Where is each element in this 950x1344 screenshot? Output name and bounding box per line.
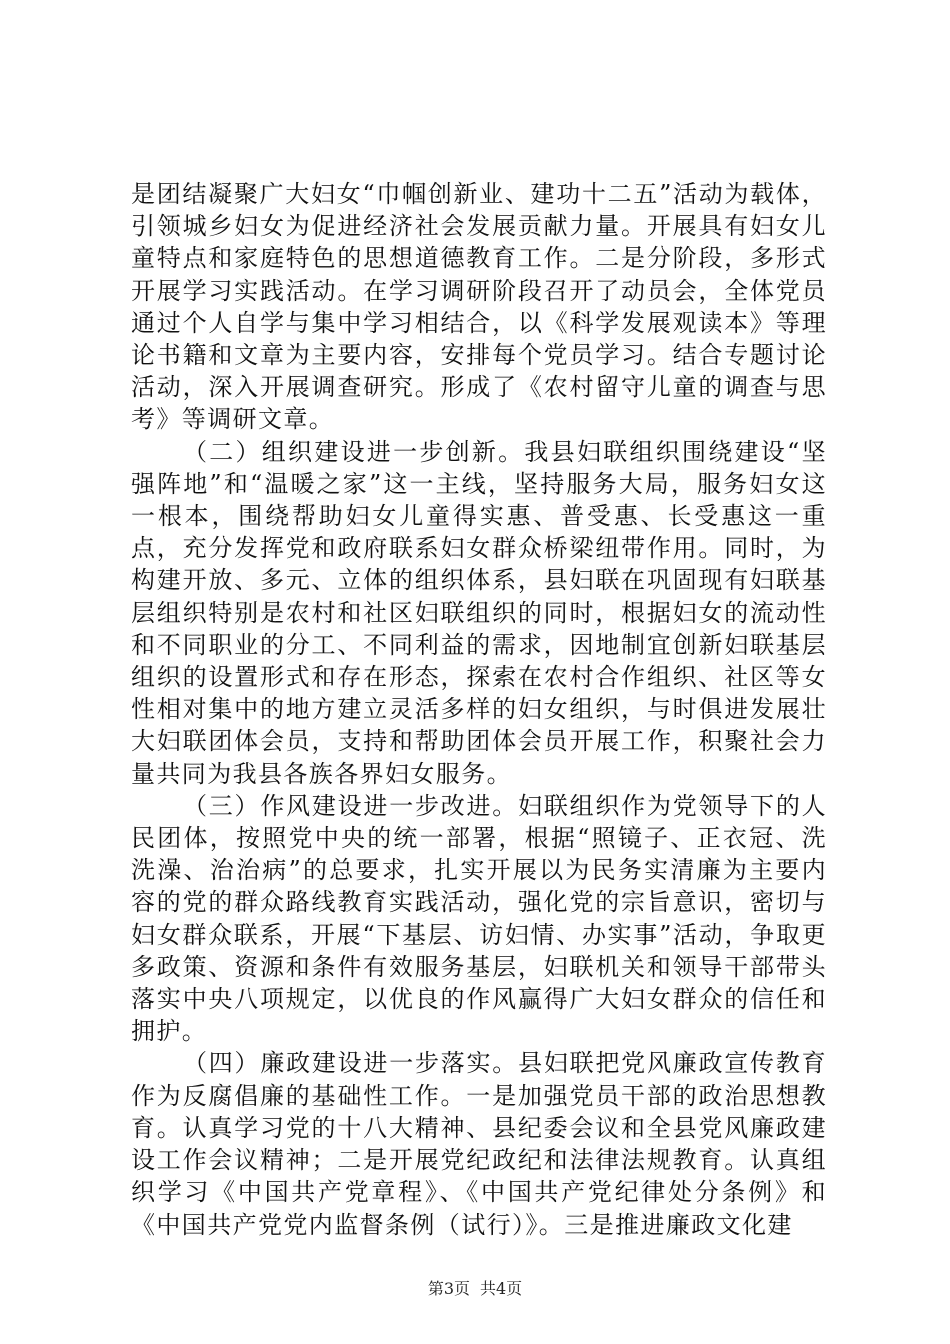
document-body (131, 178, 827, 1241)
paragraph-integrity-building: （四）廉政建设进一步落实。县妇联把党风廉政宣传教育作为反腐倡廉的基础性工作。一是加强党员干部的政治思想教育。认真学习党的十八大精神、县纪委会议和全县党风廉政建设工作会议精神；二是开展党纪政纪和法律法规教育。认真组织学习《中国共产党章程》、《中国共产党纪律处分条例》和《中国共产党党内监督条例（试行）》。三是推进廉政文化建 (131, 1049, 827, 1239)
paragraph-continuation: 是团结凝聚广大妇女“巾帼创新业、建功十二五”活动为载体，引领城乡妇女为促进经济社会发展贡献力量。开展具有妇女儿童特点和家庭特色的思想道德教育工作。二是分阶段，多形式开展学习实践活动。在学习调研阶段召开了动员会，全体党员通过个人自学与集中学习相结合，以《科学发展观读本》等理论书籍和文章为主要内容，安排每个党员学习。结合专题讨论活动，深入开展调查研究。形成了《农村留守儿童的调查与思考》等调研文章。 (131, 180, 827, 434)
paragraph-organization-building: （二）组织建设进一步创新。我县妇联组织围绕建设“坚强阵地”和“温暖之家”这一主线，坚持服务大局，服务妇女这一根本，围绕帮助妇女儿童得实惠、普受惠、长受惠这一重点，充分发挥党和政府联系妇女群众桥梁纽带作用。同时，为构建开放、多元、立体的组织体系，县妇联在巩固现有妇联基层组织特别是农村和社区妇联组织的同时，根据妇女的流动性和不同职业的分工、不同利益的需求，因地制宜创新妇联基层组织的设置形式和存在形态，探索在农村合作组织、社区等女性相对集中的地方建立灵活多样的妇女组织，与时俱进发展壮大妇联团体会员，支持和帮助团体会员开展工作，积聚社会力量共同为我县各族各界妇女服务。 (131, 437, 827, 788)
page-number: 第3页 (427, 1279, 470, 1298)
page-footer (0, 1279, 950, 1299)
page-total: 共4页 (480, 1279, 523, 1298)
paragraph-work-style: （三）作风建设进一步改进。妇联组织作为党领导下的人民团体，按照党中央的统一部署，根据“照镜子、正衣冠、洗洗澡、治治病”的总要求，扎实开展以为民务实清廉为主要内容的党的群众路线教育实践活动，强化党的宗旨意识，密切与妇女群众联系，开展“下基层、访妇情、办实事”活动，争取更多政策、资源和条件有效服务基层，妇联机关和领导干部带头落实中央八项规定，以优良的作风赢得广大妇女群众的信任和拥护。 (131, 791, 827, 1046)
